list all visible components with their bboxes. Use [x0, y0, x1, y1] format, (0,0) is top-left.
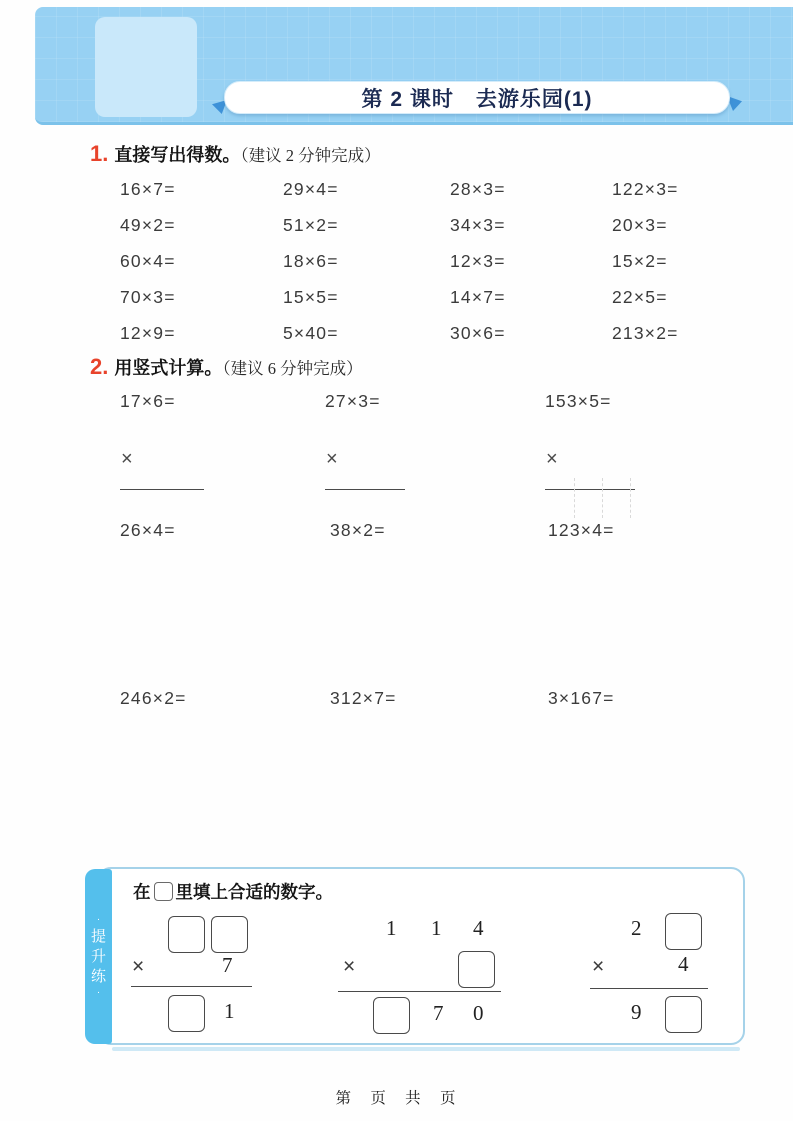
- answer-box: [373, 997, 410, 1034]
- vertical-calc-template: [545, 448, 635, 490]
- section2-number: 2.: [90, 354, 109, 379]
- section2-title: 用竖式计算。: [114, 358, 223, 378]
- tab-dot: ·: [96, 987, 101, 998]
- times-sign: ×: [326, 448, 338, 470]
- banner-decoration: [95, 17, 197, 117]
- tab-char: 升: [90, 948, 106, 965]
- problem-cell: 51×2=: [283, 215, 339, 236]
- problem-cell: 15×5=: [283, 286, 339, 307]
- rule-line: [590, 988, 708, 989]
- problem-cell: 5×40=: [283, 322, 339, 343]
- vertical-problem: 3×167=: [548, 688, 615, 708]
- answer-box: [168, 916, 205, 953]
- dotted-guide: [630, 478, 631, 518]
- problem-cell: 29×4=: [283, 179, 339, 200]
- puzzle-digit: 2: [631, 916, 642, 940]
- section2-hint: （建议 6 分钟完成）: [222, 359, 363, 378]
- blank-box-icon: [154, 882, 173, 901]
- rule-line: [120, 489, 204, 490]
- puzzle-digit: 4: [678, 952, 689, 976]
- dotted-guide: [574, 478, 575, 518]
- times-sign: ×: [592, 955, 605, 978]
- problem-cell: 18×6=: [283, 250, 339, 271]
- puzzle-digit: 7: [433, 1001, 444, 1025]
- boost-tab: [85, 869, 112, 1044]
- page-footer: 第 页 共 页: [335, 1090, 458, 1107]
- problem-cell: 20×3=: [612, 215, 668, 236]
- times-sign: ×: [343, 955, 356, 978]
- problem-cell: 28×3=: [450, 179, 506, 200]
- tab-char: 练: [90, 968, 106, 985]
- vertical-calc-template: [325, 448, 405, 490]
- answer-box: [458, 951, 495, 988]
- puzzle-digit: 7: [222, 953, 233, 977]
- problem-cell: 14×7=: [450, 286, 506, 307]
- tab-char: 提: [90, 928, 106, 945]
- section1-hint: （建议 2 分钟完成）: [240, 146, 381, 165]
- puzzle-digit: 4: [473, 916, 484, 940]
- answer-box: [665, 913, 702, 950]
- vertical-problem: 27×3=: [325, 391, 381, 411]
- puzzle-digit: 1: [431, 916, 442, 940]
- times-sign: ×: [546, 448, 558, 470]
- dotted-guide: [602, 478, 603, 518]
- times-sign: ×: [121, 448, 133, 470]
- problem-cell: 30×6=: [450, 322, 506, 343]
- vertical-problem: 38×2=: [330, 520, 386, 540]
- problem-cell: 34×3=: [450, 215, 506, 236]
- section2-heading: [90, 354, 363, 380]
- puzzle-digit: 0: [473, 1001, 484, 1025]
- problem-cell: 122×3=: [612, 179, 679, 200]
- vertical-problem: 312×7=: [330, 688, 397, 708]
- lesson-title: 第 2 课时 去游乐园(1): [361, 87, 593, 111]
- times-sign: ×: [132, 955, 145, 978]
- problem-cell: 16×7=: [120, 179, 176, 200]
- problem-cell: 22×5=: [612, 286, 668, 307]
- answer-box: [211, 916, 248, 953]
- puzzle-digit: 1: [386, 916, 397, 940]
- instruction-text: 在: [133, 882, 151, 902]
- vertical-calc-template: [120, 448, 204, 490]
- rule-line: [338, 991, 501, 992]
- problem-cell: 12×3=: [450, 250, 506, 271]
- problem-cell: 70×3=: [120, 286, 176, 307]
- boost-instruction: [133, 879, 333, 904]
- vertical-problem: 123×4=: [548, 520, 615, 540]
- vertical-problem: 153×5=: [545, 391, 612, 411]
- section1-number: 1.: [90, 141, 109, 166]
- instruction-text: 里填上合适的数字。: [175, 882, 333, 902]
- problem-cell: 12×9=: [120, 322, 176, 343]
- answer-box: [665, 996, 702, 1033]
- tab-dot: ·: [96, 914, 101, 925]
- rule-line: [325, 489, 405, 490]
- quick-calculation-grid: [120, 172, 760, 351]
- boost-box-shadow: [112, 1047, 740, 1051]
- rule-line: [545, 489, 635, 490]
- problem-cell: 49×2=: [120, 215, 176, 236]
- problem-cell: 60×4=: [120, 250, 176, 271]
- vertical-problem: 26×4=: [120, 520, 176, 540]
- answer-box: [168, 995, 205, 1032]
- lesson-title-box: [224, 81, 730, 114]
- vertical-problem: 246×2=: [120, 688, 187, 708]
- rule-line: [131, 986, 252, 987]
- section1-title: 直接写出得数。: [114, 145, 241, 165]
- problem-cell: 15×2=: [612, 250, 668, 271]
- puzzle-digit: 9: [631, 1000, 642, 1024]
- problem-cell: 213×2=: [612, 322, 679, 343]
- vertical-problem: 17×6=: [120, 391, 176, 411]
- section1-heading: [90, 141, 381, 167]
- puzzle-digit: 1: [224, 999, 235, 1023]
